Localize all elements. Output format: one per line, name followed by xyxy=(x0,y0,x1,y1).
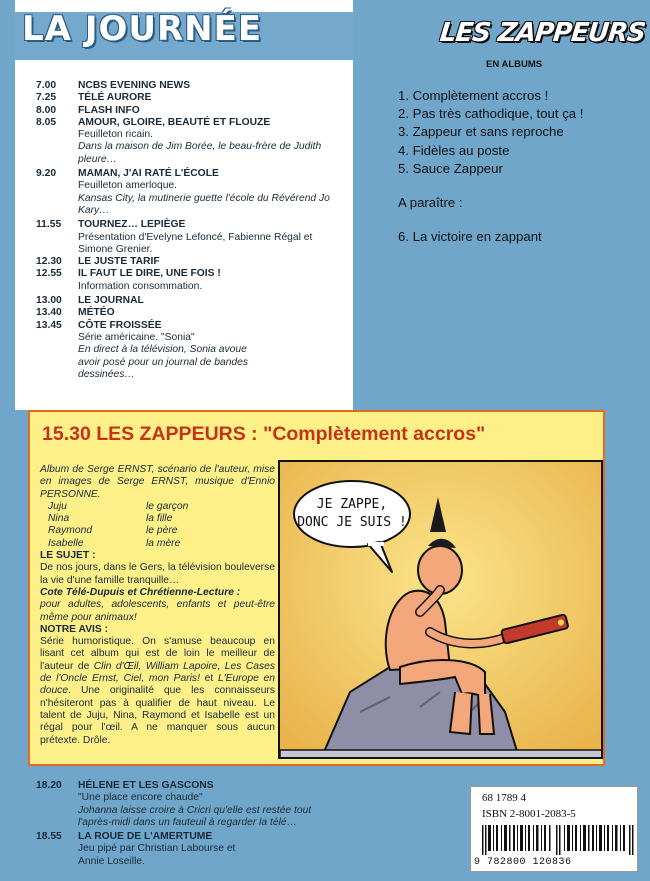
subject-text: De nos jours, dans le Gers, la télévision bouleverse la vie d'une famille tranquille… xyxy=(40,562,275,586)
zappeurs-logo: LES ZAPPEURS xyxy=(438,18,647,48)
opinion-title: L'Europe en douce xyxy=(40,673,276,697)
cast-name: Juju xyxy=(48,500,67,512)
show-desc: Feuilleton amerloque. xyxy=(78,180,178,192)
schedule-row xyxy=(36,295,341,307)
albums-list xyxy=(398,87,583,178)
time: 13.40 xyxy=(36,307,62,319)
schedule-row xyxy=(36,268,341,293)
cast-row xyxy=(48,513,275,525)
cast-list xyxy=(40,501,275,550)
album-item: 3. Zappeur et sans reproche xyxy=(398,124,564,140)
schedule-row xyxy=(36,307,341,319)
schedule-row xyxy=(36,320,341,381)
opinion-part: . Une originalité que les connaisseurs n'hésiteront pas à qualifier de haut niveau. Le talent de Juju, Nina, Raymond et Isabelle est un régal pour l'œil. A ne manquer sous aucun prétexte. Drôle. xyxy=(40,685,275,746)
show-desc: Information consommation. xyxy=(78,280,203,292)
credits: Album de Serge ERNST, scénario de l'auteur, mise en images de Serge ERNST, musique d'Ennio PERSONNE. xyxy=(40,464,275,500)
schedule-row xyxy=(36,219,341,256)
show-synopsis: Dans la maison de Jim Borée, le beau-frère de Judith pleure… xyxy=(78,141,322,165)
opinion-part: et xyxy=(199,673,218,685)
schedule-row xyxy=(36,831,336,868)
time: 18.55 xyxy=(36,831,62,843)
show-title: MAMAN, J'AI RATÉ L'ÉCOLE xyxy=(78,168,219,180)
show-title: TOURNEZ… LEPIÈGE xyxy=(78,219,186,231)
show-title: FLASH INFO xyxy=(78,104,140,116)
schedule-row xyxy=(36,117,341,166)
show-desc: Série américaine. "Sonia" xyxy=(78,331,195,343)
speech-line-2: DONC JE SUIS ! xyxy=(297,515,407,530)
time: 13.00 xyxy=(36,295,62,307)
barcode-bars xyxy=(482,825,634,855)
schedule-row xyxy=(36,780,336,829)
feature-text xyxy=(40,464,275,747)
comic-panel xyxy=(278,460,603,759)
album-item: 4. Fidèles au poste xyxy=(398,142,510,158)
schedule-row xyxy=(36,92,341,104)
cast-row xyxy=(48,501,275,513)
cast-row xyxy=(48,538,275,550)
show-desc: Feuilleton ricain. xyxy=(78,129,153,141)
show-title: HÉLENE ET LES GASCONS xyxy=(78,780,214,791)
show-desc: Jeu pipé par Christian Labourse et Annie Loseille. xyxy=(78,843,236,867)
cast-role: le garçon xyxy=(146,500,189,512)
opinion-label: NOTRE AVIS : xyxy=(40,623,109,635)
page-title: LA JOURNÉE xyxy=(22,9,263,49)
time: 8.00 xyxy=(36,104,57,116)
show-title: AMOUR, GLOIRE, BEAUTÉ ET FLOUZE xyxy=(78,116,271,128)
cast-name: Nina xyxy=(48,513,70,525)
feature-title: 15.30 LES ZAPPEURS : "Complètement accros" xyxy=(42,423,486,445)
album-item: 1. Complètement accros ! xyxy=(398,88,549,103)
time: 8.05 xyxy=(36,116,57,128)
opinion-titles: Clin d'Œil, William Lapoire, Les Cases de l'Oncle Ernst, Ciel, mon Paris! xyxy=(40,660,275,685)
show-synopsis: Kansas City, la mutinerie guette l'école du Révérend Jo Kary… xyxy=(78,192,330,216)
schedule-list xyxy=(36,80,341,381)
opinion-part: Série humoristique. On s'amuse beaucoup en lisant cet album qui est de loin le meilleur de l'auteur de xyxy=(40,636,275,672)
schedule-row xyxy=(36,168,341,217)
album-item: 5. Sauce Zappeur xyxy=(398,160,503,176)
time: 11.55 xyxy=(36,219,62,231)
show-desc: Présentation d'Evelyne Lefoncé, Fabienne Régal et Simone Grenier. xyxy=(78,231,313,255)
product-code: 68 1789 4 xyxy=(482,792,526,804)
cast-role: la mère xyxy=(146,537,181,549)
album-item: 2. Pas très cathodique, tout ça ! xyxy=(398,106,584,122)
show-title: MÉTÉO xyxy=(78,307,115,319)
speech-bubble xyxy=(294,481,410,547)
comic-illustration xyxy=(280,462,603,759)
time: 7.00 xyxy=(36,80,57,91)
isbn: ISBN 2-8001-2083-5 xyxy=(482,808,576,820)
rating-text: pour adultes, adolescents, enfants et peut-être même pour animaux! xyxy=(40,599,275,623)
time: 12.30 xyxy=(36,256,62,268)
time: 7.25 xyxy=(36,92,57,104)
cast-role: la fille xyxy=(146,513,173,525)
show-title: NCBS EVENING NEWS xyxy=(78,80,191,91)
time: 18.20 xyxy=(36,780,62,791)
upcoming-album: 6. La victoire en zappant xyxy=(398,229,542,244)
subject-label: LE SUJET : xyxy=(40,550,96,562)
show-title: CÔTE FROISSÉE xyxy=(78,319,162,331)
show-title: TÉLÉ AURORE xyxy=(78,92,152,104)
show-synopsis: Johanna laisse croire à Cricri qu'elle est restée tout l'après-midi dans un fauteuil à regarder la télé… xyxy=(78,804,312,828)
speech-line-1: JE ZAPPE, xyxy=(316,497,388,512)
time: 12.55 xyxy=(36,268,62,280)
time: 13.45 xyxy=(36,319,62,331)
schedule-row xyxy=(36,256,341,268)
show-desc: "Une place encore chaude" xyxy=(78,792,203,804)
opinion-text xyxy=(40,636,275,747)
albums-subtitle: EN ALBUMS xyxy=(486,59,543,70)
show-title: LE JUSTE TARIF xyxy=(78,256,160,268)
cast-name: Isabelle xyxy=(48,537,84,549)
show-title: IL FAUT LE DIRE, UNE FOIS ! xyxy=(78,268,221,280)
show-title: LA ROUE DE L'AMERTUME xyxy=(78,831,213,843)
upcoming-label: A paraître : xyxy=(398,195,463,210)
cast-row xyxy=(48,525,275,537)
time: 9.20 xyxy=(36,168,57,180)
barcode-digits: 9 782800 120836 xyxy=(474,857,572,868)
schedule-row xyxy=(36,105,341,117)
schedule-row xyxy=(36,80,341,92)
evening-schedule xyxy=(36,780,336,868)
cast-name: Raymond xyxy=(48,525,93,537)
rating-label: Cote Télé-Dupuis et Chrétienne-Lecture : xyxy=(40,586,241,598)
show-title: LE JOURNAL xyxy=(78,295,144,307)
cast-role: le père xyxy=(146,525,178,537)
show-synopsis: En direct à la télévision, Sonia avoue avoir posé pour un journal de bandes dessinées… xyxy=(78,344,249,380)
